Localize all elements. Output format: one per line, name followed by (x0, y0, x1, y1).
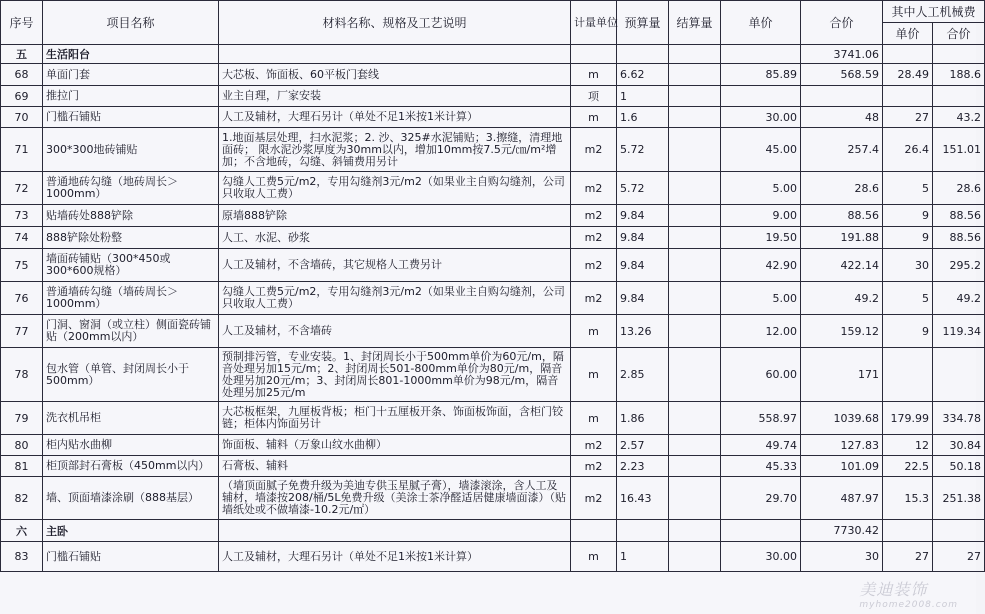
cell-labor-price: 28.49 (883, 64, 933, 86)
cell-name: 300*300地砖铺贴 (43, 128, 219, 172)
cell-labor-total: 88.56 (933, 227, 985, 249)
cell-total: 28.6 (801, 172, 883, 205)
table-row (1, 348, 985, 402)
cell-name: 单面门套 (43, 64, 219, 86)
cell-unit: m2 (571, 205, 617, 227)
cell-unit: m (571, 402, 617, 435)
cell-budget: 6.62 (617, 64, 669, 86)
cell-price: 5.00 (721, 282, 801, 315)
cell-total: 48 (801, 107, 883, 128)
cell-budget: 5.72 (617, 128, 669, 172)
cell-total: 487.97 (801, 477, 883, 520)
cell-labor-price: 5 (883, 282, 933, 315)
cell-name: 门槛石铺贴 (43, 107, 219, 128)
cell-labor-total: 49.2 (933, 282, 985, 315)
table-body (1, 45, 985, 572)
cell-unit: m (571, 315, 617, 348)
section-row (1, 520, 985, 542)
cell-total (801, 86, 883, 107)
cell-name: 普通墙砖勾缝（墙砖周长＞1000mm） (43, 282, 219, 315)
cell-labor-price (883, 86, 933, 107)
cell-price: 49.74 (721, 435, 801, 456)
cell-unit: m2 (571, 456, 617, 477)
cell-labor-price: 22.5 (883, 456, 933, 477)
table-row (1, 249, 985, 282)
cell-unit: m2 (571, 172, 617, 205)
cell-settle (669, 456, 721, 477)
cell-settle (669, 205, 721, 227)
cell-price: 60.00 (721, 348, 801, 402)
cell-budget: 13.26 (617, 315, 669, 348)
table-row (1, 227, 985, 249)
cell-price: 85.89 (721, 64, 801, 86)
cell-labor-price: 179.99 (883, 402, 933, 435)
cell-labor-total: 50.18 (933, 456, 985, 477)
watermark-site: myhome2008.com (859, 600, 958, 610)
cell-price: 45.33 (721, 456, 801, 477)
col-header-labor-group: 其中人工机械费 (883, 1, 985, 23)
cell-unit: m (571, 64, 617, 86)
cell-seq: 81 (1, 456, 43, 477)
cell-settle (669, 172, 721, 205)
table-row (1, 172, 985, 205)
cell-seq: 77 (1, 315, 43, 348)
cell-budget (617, 45, 669, 64)
cell-desc: 人工及辅材，大理石另计（单处不足1米按1米计算） (219, 542, 571, 572)
cell-desc: 大芯板框架，九厘板背板；柜门十五厘板开条、饰面板饰面，含柜门铰链；柜体内饰面另计 (219, 402, 571, 435)
cell-budget: 16.43 (617, 477, 669, 520)
col-header-budget: 预算量 (617, 1, 669, 45)
cell-budget: 1.86 (617, 402, 669, 435)
cell-name: 主卧 (43, 520, 219, 542)
cell-total: 568.59 (801, 64, 883, 86)
cell-settle (669, 348, 721, 402)
cell-desc: 勾缝人工费5元/m2，专用勾缝剂3元/m2（如果业主自购勾缝剂，公司只收取人工费） (219, 282, 571, 315)
cell-name: 普通地砖勾缝（地砖周长＞1000mm） (43, 172, 219, 205)
table-row (1, 107, 985, 128)
cell-price: 42.90 (721, 249, 801, 282)
cell-total: 101.09 (801, 456, 883, 477)
cell-desc: 勾缝人工费5元/m2，专用勾缝剂3元/m2（如果业主自购勾缝剂，公司只收取人工费） (219, 172, 571, 205)
cell-labor-price (883, 520, 933, 542)
cell-total: 159.12 (801, 315, 883, 348)
cell-labor-price (883, 348, 933, 402)
cell-unit: 项 (571, 86, 617, 107)
cell-unit: m2 (571, 435, 617, 456)
cell-settle (669, 128, 721, 172)
table-row (1, 315, 985, 348)
cell-budget: 1.6 (617, 107, 669, 128)
cell-seq: 76 (1, 282, 43, 315)
cell-total: 257.4 (801, 128, 883, 172)
cell-desc: 1.地面基层处理，扫水泥浆；2. 沙、325#水泥铺贴；3.擦缝，清理地面砖； 限水泥沙浆厚度为30mm以内，增加10mm按7.5元/㎝/m²增加；不含地砖，勾缝、斜铺费用另计 (219, 128, 571, 172)
cell-seq: 72 (1, 172, 43, 205)
col-header-seq: 序号 (1, 1, 43, 45)
cell-settle (669, 86, 721, 107)
cell-settle (669, 64, 721, 86)
cell-labor-price: 26.4 (883, 128, 933, 172)
cell-seq: 82 (1, 477, 43, 520)
cell-unit: m2 (571, 227, 617, 249)
cell-labor-price: 9 (883, 315, 933, 348)
cell-budget: 9.84 (617, 205, 669, 227)
section-row (1, 45, 985, 64)
cell-unit (571, 520, 617, 542)
cell-seq: 83 (1, 542, 43, 572)
cell-seq: 78 (1, 348, 43, 402)
cell-unit: m2 (571, 249, 617, 282)
cell-seq: 68 (1, 64, 43, 86)
cell-name: 墙面砖铺贴（300*450或300*600规格） (43, 249, 219, 282)
cell-labor-total: 334.78 (933, 402, 985, 435)
table-row (1, 542, 985, 572)
cell-desc: 饰面板、辅料（万象山纹水曲柳） (219, 435, 571, 456)
cell-unit: m (571, 542, 617, 572)
cell-total: 127.83 (801, 435, 883, 456)
table-row (1, 477, 985, 520)
cell-labor-price (883, 45, 933, 64)
cell-seq: 75 (1, 249, 43, 282)
cell-budget: 2.85 (617, 348, 669, 402)
cell-unit: m2 (571, 282, 617, 315)
cell-seq: 80 (1, 435, 43, 456)
cell-price (721, 45, 801, 64)
cell-price: 5.00 (721, 172, 801, 205)
cell-labor-price: 30 (883, 249, 933, 282)
cell-settle (669, 315, 721, 348)
cell-price: 30.00 (721, 542, 801, 572)
cell-name: 包水管（单管、封闭周长小于500mm） (43, 348, 219, 402)
cell-name: 门槛石铺贴 (43, 542, 219, 572)
cell-name: 柜顶部封石膏板（450mm以内） (43, 456, 219, 477)
cell-settle (669, 542, 721, 572)
cell-seq: 70 (1, 107, 43, 128)
cell-unit: m2 (571, 477, 617, 520)
cell-name: 墙、顶面墙漆涂刷（888基层） (43, 477, 219, 520)
cell-price (721, 520, 801, 542)
cell-labor-price: 27 (883, 107, 933, 128)
cell-budget: 2.57 (617, 435, 669, 456)
cell-budget: 5.72 (617, 172, 669, 205)
cell-labor-total (933, 45, 985, 64)
col-header-labor-price: 单价 (883, 23, 933, 45)
cell-total: 171 (801, 348, 883, 402)
cell-desc: （墙顶面腻子免费升级为美迪专供玉星腻子膏），墙漆滚涂，含人工及辅材，墙漆按208/桶/5L免费升级（美涂士茶净醛适居健康墙面漆）（贴墙纸处或不做墙漆-10.2元/㎡） (219, 477, 571, 520)
cell-total: 422.14 (801, 249, 883, 282)
cell-budget (617, 520, 669, 542)
watermark (859, 577, 958, 610)
table-row (1, 456, 985, 477)
cell-price: 29.70 (721, 477, 801, 520)
cell-labor-total: 251.38 (933, 477, 985, 520)
cell-price (721, 86, 801, 107)
cell-desc: 原墙888铲除 (219, 205, 571, 227)
cell-budget: 1 (617, 542, 669, 572)
cell-labor-price: 27 (883, 542, 933, 572)
cell-labor-total: 151.01 (933, 128, 985, 172)
col-header-labor-total: 合价 (933, 23, 985, 45)
cell-price: 45.00 (721, 128, 801, 172)
cell-price: 19.50 (721, 227, 801, 249)
watermark-text: 美迪装饰 (859, 580, 928, 599)
cell-labor-total: 88.56 (933, 205, 985, 227)
cell-labor-price: 15.3 (883, 477, 933, 520)
cell-total: 1039.68 (801, 402, 883, 435)
cell-desc: 预制排污管，专业安装。1、封闭周长小于500mm单价为60元/m，隔音处理另加15元/m；2、封闭周长501-800mm单价为80元/m，隔音处理另加20元/m；3、封闭周长801-1000mm单价为98元/m，隔音处理另加25元/m (219, 348, 571, 402)
cell-labor-total: 43.2 (933, 107, 985, 128)
cell-name: 888铲除处粉整 (43, 227, 219, 249)
cell-desc: 石膏板、辅料 (219, 456, 571, 477)
table-row (1, 86, 985, 107)
cell-settle (669, 107, 721, 128)
cell-seq: 73 (1, 205, 43, 227)
cell-seq: 79 (1, 402, 43, 435)
cell-seq: 71 (1, 128, 43, 172)
col-header-settle: 结算量 (669, 1, 721, 45)
cell-labor-price: 5 (883, 172, 933, 205)
cell-unit: m2 (571, 128, 617, 172)
cell-desc (219, 520, 571, 542)
table-row (1, 435, 985, 456)
cell-seq: 74 (1, 227, 43, 249)
cell-seq: 五 (1, 45, 43, 64)
cell-price: 30.00 (721, 107, 801, 128)
cell-desc (219, 45, 571, 64)
cell-total: 30 (801, 542, 883, 572)
cell-labor-total: 188.6 (933, 64, 985, 86)
cell-unit (571, 45, 617, 64)
cell-budget: 9.84 (617, 227, 669, 249)
cell-labor-total: 30.84 (933, 435, 985, 456)
cell-total: 191.88 (801, 227, 883, 249)
cell-labor-total: 27 (933, 542, 985, 572)
cell-labor-total (933, 86, 985, 107)
cell-labor-total (933, 520, 985, 542)
cell-settle (669, 227, 721, 249)
col-header-desc: 材料名称、规格及工艺说明 (219, 1, 571, 45)
cell-desc: 大芯板、饰面板、60平板门套线 (219, 64, 571, 86)
col-header-price: 单价 (721, 1, 801, 45)
cell-budget: 9.84 (617, 282, 669, 315)
cell-name: 洗衣机吊柜 (43, 402, 219, 435)
cell-unit: m (571, 107, 617, 128)
table-row (1, 64, 985, 86)
cell-price: 558.97 (721, 402, 801, 435)
table-row (1, 402, 985, 435)
cell-seq: 六 (1, 520, 43, 542)
cell-name: 门洞、窗洞（或立柱）侧面瓷砖铺贴（200mm以内） (43, 315, 219, 348)
cell-name: 贴墙砖处888铲除 (43, 205, 219, 227)
cell-labor-total: 295.2 (933, 249, 985, 282)
cell-name: 推拉门 (43, 86, 219, 107)
cell-labor-price: 9 (883, 227, 933, 249)
cell-settle (669, 520, 721, 542)
cell-labor-total: 28.6 (933, 172, 985, 205)
cell-total: 88.56 (801, 205, 883, 227)
col-header-total: 合价 (801, 1, 883, 45)
cell-settle (669, 282, 721, 315)
cell-unit: m (571, 348, 617, 402)
cell-price: 9.00 (721, 205, 801, 227)
cell-total: 3741.06 (801, 45, 883, 64)
cell-settle (669, 249, 721, 282)
cell-settle (669, 402, 721, 435)
table-row (1, 282, 985, 315)
cell-labor-total (933, 348, 985, 402)
cell-budget: 1 (617, 86, 669, 107)
cell-total: 49.2 (801, 282, 883, 315)
cell-name: 柜内贴水曲柳 (43, 435, 219, 456)
cell-labor-price: 9 (883, 205, 933, 227)
cell-total: 7730.42 (801, 520, 883, 542)
cell-budget: 2.23 (617, 456, 669, 477)
cell-price: 12.00 (721, 315, 801, 348)
table-row (1, 205, 985, 227)
col-header-name: 项目名称 (43, 1, 219, 45)
cell-settle (669, 477, 721, 520)
cell-desc: 人工及辅材，不含墙砖 (219, 315, 571, 348)
cell-budget: 9.84 (617, 249, 669, 282)
cell-desc: 人工及辅材，不含墙砖，其它规格人工费另计 (219, 249, 571, 282)
cell-seq: 69 (1, 86, 43, 107)
cell-labor-price: 12 (883, 435, 933, 456)
table-row (1, 128, 985, 172)
col-header-unit: 计量单位 (571, 1, 617, 45)
cell-desc: 人工及辅材，大理石另计（单处不足1米按1米计算） (219, 107, 571, 128)
cell-name: 生活阳台 (43, 45, 219, 64)
cell-settle (669, 435, 721, 456)
cell-labor-total: 119.34 (933, 315, 985, 348)
cell-desc: 业主自理，厂家安装 (219, 86, 571, 107)
cell-settle (669, 45, 721, 64)
cell-desc: 人工、水泥、砂浆 (219, 227, 571, 249)
